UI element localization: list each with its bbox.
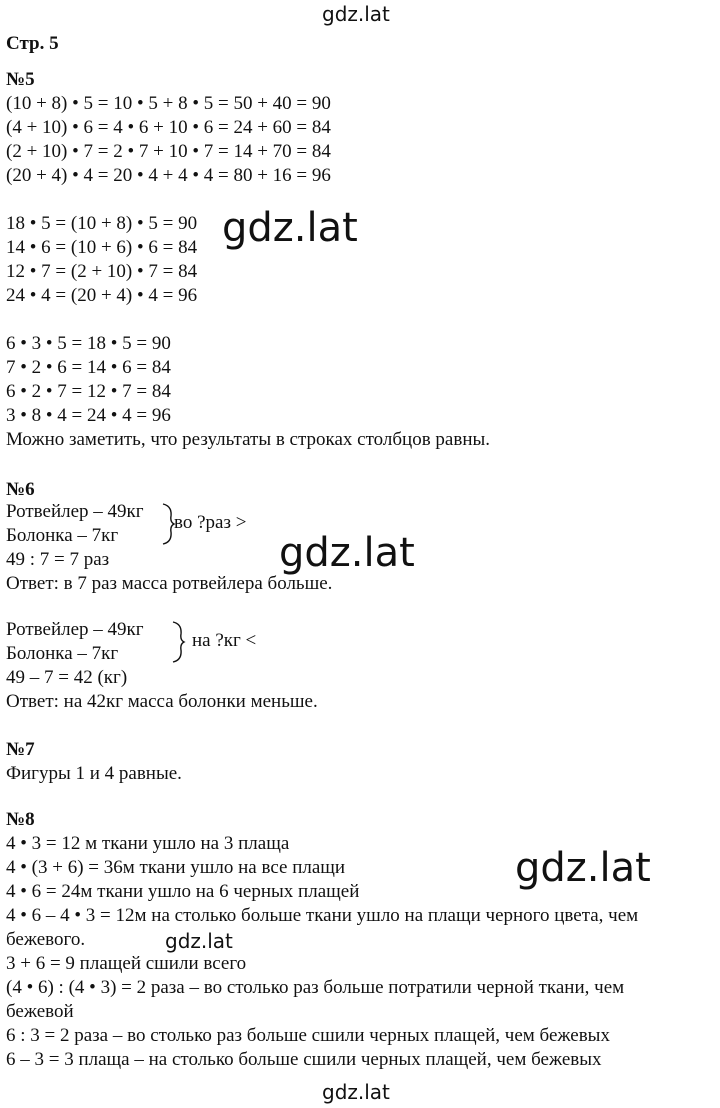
task5-line: 14 • 6 = (10 + 6) • 6 = 84 [6, 237, 198, 258]
task5-line: 6 • 3 • 5 = 18 • 5 = 90 [6, 333, 171, 354]
task6-part1-line1: Ротвейлер – 49кг [6, 501, 144, 522]
task8-line: 3 + 6 = 9 плащей сшили всего [6, 953, 247, 974]
watermark-small: gdz.lat [165, 929, 233, 953]
task6-part2-line2: Болонка – 7кг [6, 643, 119, 664]
task5-line: (10 + 8) • 5 = 10 • 5 + 8 • 5 = 50 + 40 = 90 [6, 93, 331, 114]
watermark-mid-2: gdz.lat [279, 530, 415, 576]
task8-line: 4 • 3 = 12 м ткани ушло на 3 плаща [6, 833, 290, 854]
task6-part2-calc: 49 – 7 = 42 (кг) [6, 667, 128, 688]
task6-part1-answer: Ответ: в 7 раз масса ротвейлера больше. [6, 573, 333, 594]
task8-line: 6 : 3 = 2 раза – во столько раз больше сшили черных плащей, чем бежевых [6, 1025, 610, 1046]
watermark-bottom: gdz.lat [322, 1080, 390, 1104]
task6-part2-line1: Ротвейлер – 49кг [6, 619, 144, 640]
task5-line: (2 + 10) • 7 = 2 • 7 + 10 • 7 = 14 + 70 = 84 [6, 141, 331, 162]
task5-line: (20 + 4) • 4 = 20 • 4 + 4 • 4 = 80 + 16 = 96 [6, 165, 331, 186]
task8-line: 4 • 6 = 24м ткани ушло на 6 черных плащей [6, 881, 360, 902]
task8-line: 4 • 6 – 4 • 3 = 12м на столько больше ткани ушло на плащи черного цвета, чем [6, 905, 639, 926]
task6-part1-line2: Болонка – 7кг [6, 525, 119, 546]
watermark-top: gdz.lat [322, 2, 390, 26]
task5-line: 3 • 8 • 4 = 24 • 4 = 96 [6, 405, 171, 426]
task8-line: 6 – 3 = 3 плаща – на столько больше сшили черных плащей, чем бежевых [6, 1049, 602, 1070]
task6-part1-relation: во ?раз > [174, 512, 247, 533]
task5-line: 24 • 4 = (20 + 4) • 4 = 96 [6, 285, 198, 306]
task5-line: 18 • 5 = (10 + 8) • 5 = 90 [6, 213, 198, 234]
task5-line: 6 • 2 • 7 = 12 • 7 = 84 [6, 381, 171, 402]
brace-icon [170, 620, 186, 664]
task6-part2-relation: на ?кг < [192, 630, 257, 651]
task5-line: 7 • 2 • 6 = 14 • 6 = 84 [6, 357, 171, 378]
task8-line: бежевого. [6, 929, 86, 950]
task5-line: (4 + 10) • 6 = 4 • 6 + 10 • 6 = 24 + 60 = 84 [6, 117, 331, 138]
page-label: Стр. 5 [6, 33, 59, 54]
task7-text: Фигуры 1 и 4 равные. [6, 763, 182, 784]
task5-line: 12 • 7 = (2 + 10) • 7 = 84 [6, 261, 198, 282]
task6-part2-answer: Ответ: на 42кг масса болонки меньше. [6, 691, 318, 712]
task6-heading: №6 [6, 479, 35, 500]
task7-heading: №7 [6, 739, 35, 760]
watermark-mid-1: gdz.lat [222, 205, 358, 251]
task8-line: 4 • (3 + 6) = 36м ткани ушло на все плащи [6, 857, 346, 878]
task5-conclusion: Можно заметить, что результаты в строках столбцов равны. [6, 429, 491, 450]
watermark-mid-3: gdz.lat [515, 845, 651, 891]
task5-heading: №5 [6, 69, 35, 90]
task8-line: бежевой [6, 1001, 74, 1022]
task6-part1-calc: 49 : 7 = 7 раз [6, 549, 110, 570]
task8-line: (4 • 6) : (4 • 3) = 2 раза – во столько раз больше потратили черной ткани, чем [6, 977, 625, 998]
task8-heading: №8 [6, 809, 35, 830]
